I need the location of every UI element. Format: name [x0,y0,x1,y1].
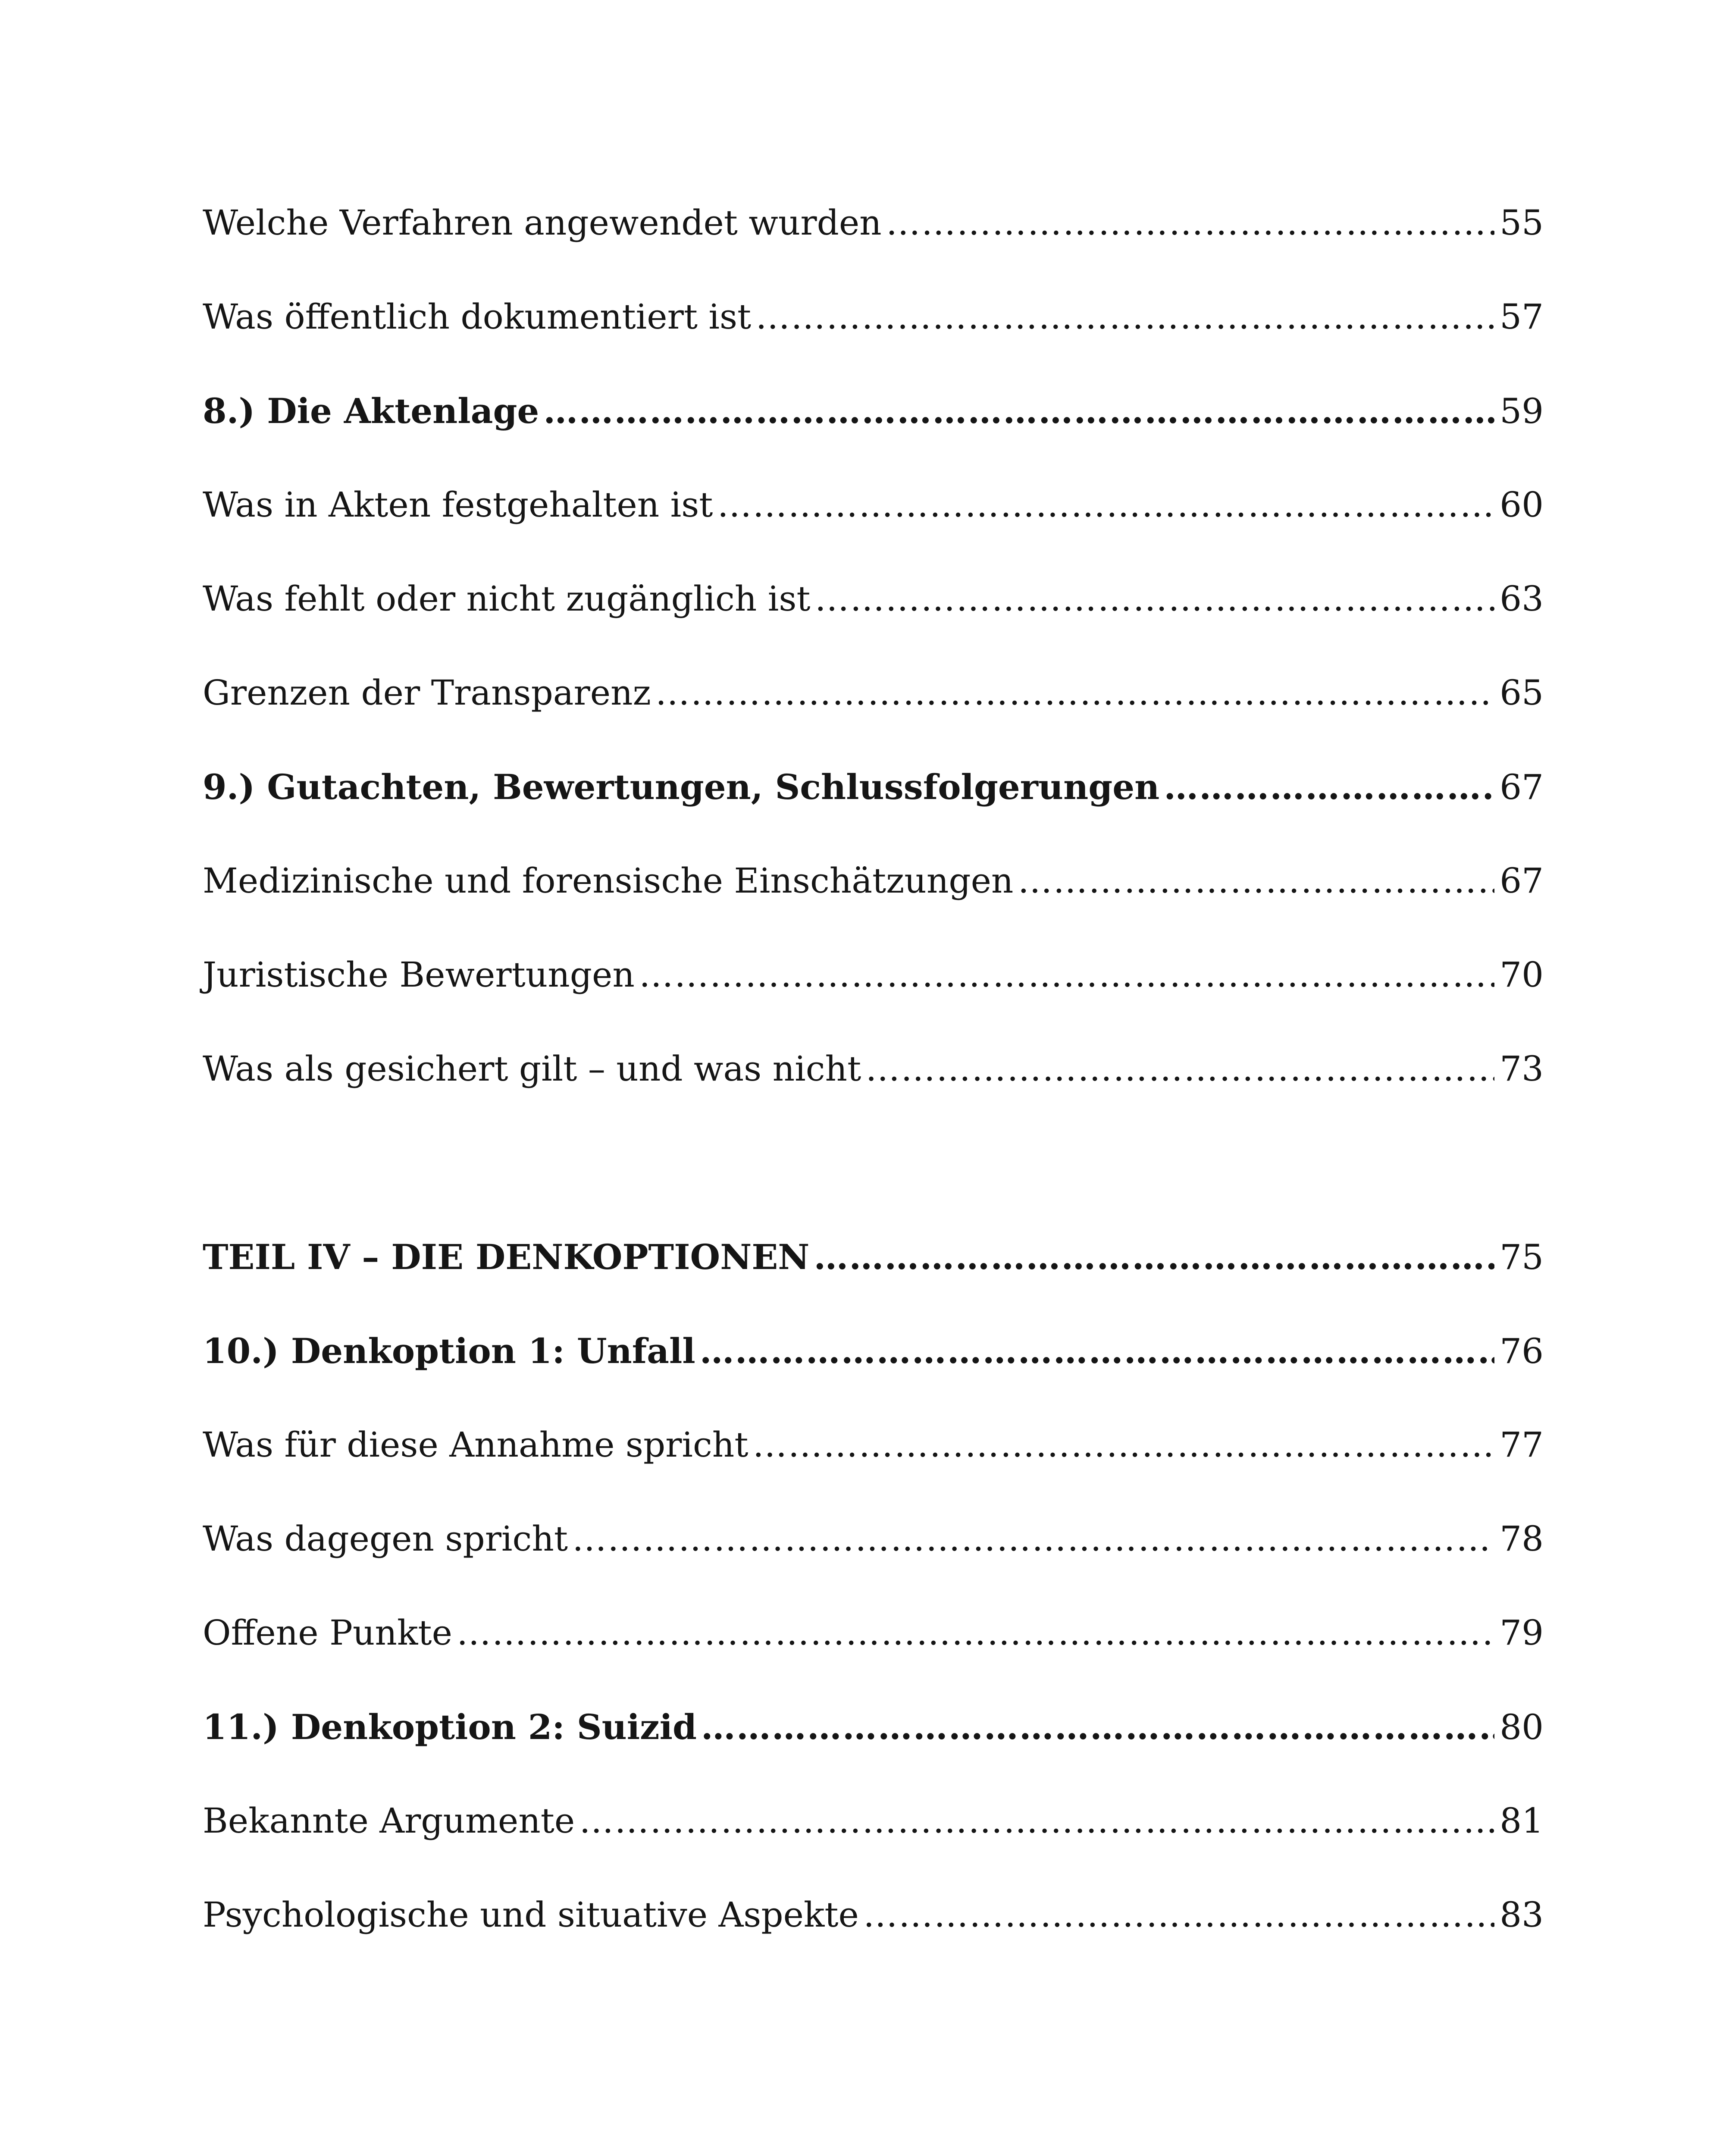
dot-leader [717,485,1494,525]
toc-entry [203,673,1544,767]
dot-leader [815,579,1495,619]
toc-entry-page: 65 [1500,673,1544,713]
toc-entry-title: Was als gesichert gilt – und was nicht [203,1049,861,1089]
toc-entry-title: Was für diese Annahme spricht [203,1425,749,1465]
dot-leader [700,1331,1494,1371]
dot-leader [814,1237,1494,1277]
toc-chapter-entry [203,767,1544,861]
toc-part-entry [203,1237,1544,1331]
dot-leader [755,297,1494,337]
toc-chapter-entry [203,1707,1544,1801]
toc-entry-page: 60 [1500,485,1544,525]
toc-entry-title: Was in Akten festgehalten ist [203,485,713,525]
toc-entry-title: Grenzen der Transparenz [203,673,651,713]
dot-leader [457,1613,1494,1653]
toc-entry-page: 77 [1500,1425,1544,1465]
dot-leader [1018,861,1494,901]
toc-entry-title: Medizinische und forensische Einschätzungen [203,861,1014,901]
toc-entry-page: 80 [1500,1707,1544,1747]
dot-leader [701,1707,1494,1747]
dot-leader [863,1895,1494,1935]
dot-leader [639,955,1494,995]
toc-entry-page: 79 [1500,1613,1544,1653]
toc-entry-page: 63 [1500,579,1544,619]
toc-chapter-entry [203,1331,1544,1425]
toc-entry-title: 8.) Die Aktenlage [203,391,539,431]
toc-entry-page: 55 [1500,203,1544,243]
toc-entry-title: Bekannte Argumente [203,1801,575,1841]
toc-entry-page: 73 [1500,1049,1544,1089]
dot-leader [752,1425,1494,1465]
toc-entry-page: 75 [1500,1237,1544,1277]
toc-entry [203,1895,1544,1989]
toc-entry-title: 11.) Denkoption 2: Suizid [203,1707,697,1747]
toc-entry-title: Was dagegen spricht [203,1519,568,1559]
toc-entry-page: 81 [1500,1801,1544,1841]
toc-entry [203,297,1544,391]
dot-leader [579,1801,1494,1841]
dot-leader [886,203,1495,243]
toc-entry [203,1519,1544,1613]
toc-entry-title: 9.) Gutachten, Bewertungen, Schlussfolgerungen [203,767,1160,807]
toc-entry-title: Was fehlt oder nicht zugänglich ist [203,579,811,619]
toc-entry [203,1801,1544,1895]
dot-leader [572,1519,1494,1559]
toc-entry [203,1613,1544,1707]
toc-entry [203,485,1544,579]
toc-chapter-entry [203,391,1544,485]
dot-leader [865,1049,1494,1089]
toc-entry-title: Was öffentlich dokumentiert ist [203,297,752,337]
toc-entry-page: 78 [1500,1519,1544,1559]
dot-leader [1164,767,1494,807]
toc-entry-page: 83 [1500,1895,1544,1935]
toc-entry-page: 70 [1500,955,1544,995]
toc-entry-title: TEIL IV – DIE DENKOPTIONEN [203,1237,810,1277]
toc-entry [203,1425,1544,1519]
toc-entry-title: Psychologische und situative Aspekte [203,1895,859,1935]
toc-entry-page: 57 [1500,297,1544,337]
toc-entry [203,861,1544,955]
toc-entry [203,1049,1544,1143]
toc-entry-title: Juristische Bewertungen [203,955,635,995]
toc-entry [203,955,1544,1049]
dot-leader [655,673,1494,713]
toc-entry-page: 67 [1500,767,1544,807]
dot-leader [543,391,1494,431]
toc-entry-title: Welche Verfahren angewendet wurden [203,203,882,243]
toc-entry [203,579,1544,673]
toc-entry-page: 67 [1500,861,1544,901]
toc-entry-page: 76 [1500,1331,1544,1371]
table-of-contents [203,203,1544,1989]
toc-entry-title: Offene Punkte [203,1613,452,1653]
toc-entry [203,203,1544,297]
toc-entry-title: 10.) Denkoption 1: Unfall [203,1331,695,1371]
toc-entry-page: 59 [1500,391,1544,431]
